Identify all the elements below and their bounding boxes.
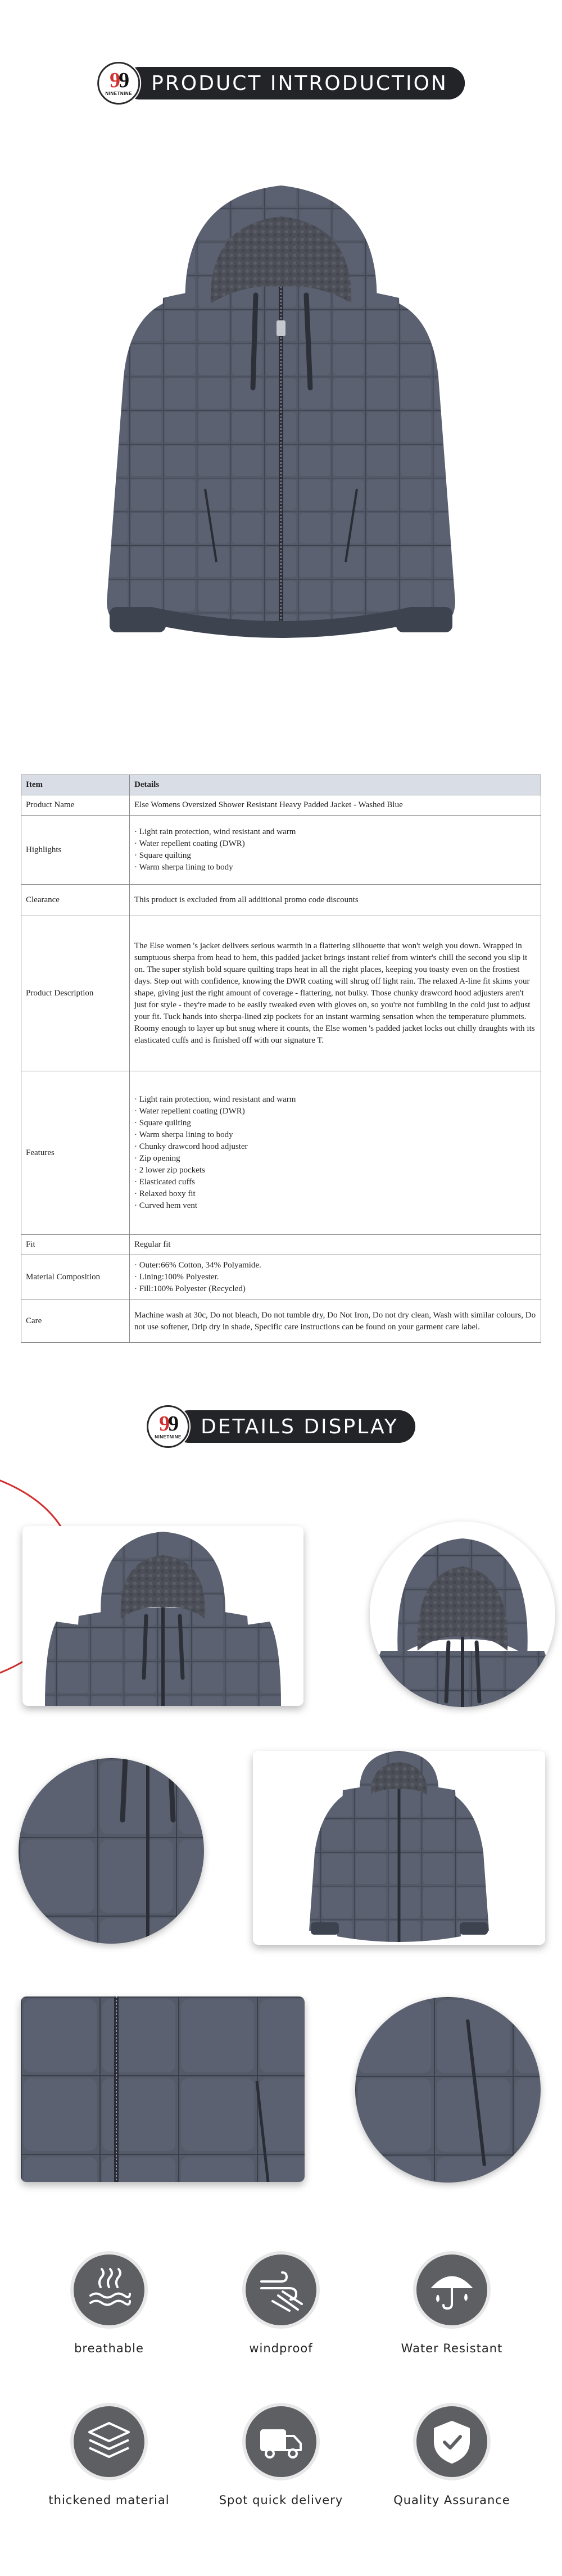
details-heading-pill bbox=[173, 1410, 415, 1443]
row-label: Product Description bbox=[21, 916, 130, 1071]
product-name-value: Else Womens Oversized Shower Resistant Heavy Padded Jacket - Washed Blue bbox=[130, 795, 541, 816]
header-details: Details bbox=[130, 775, 541, 795]
intro-heading: PRODUCT INTRODUCTION bbox=[151, 71, 448, 95]
table-row bbox=[21, 885, 541, 916]
table-row bbox=[21, 1235, 541, 1255]
feature-spot-quick-delivery bbox=[216, 2403, 346, 2507]
list-item: · Zip opening bbox=[134, 1153, 536, 1165]
logo-sub: NINETNINE bbox=[105, 90, 132, 96]
features-list bbox=[134, 1094, 536, 1212]
row-label: Product Name bbox=[21, 795, 130, 816]
row-label: Highlights bbox=[21, 816, 130, 885]
row-label: Care bbox=[21, 1300, 130, 1343]
brand-logo bbox=[147, 1405, 189, 1448]
table-row bbox=[21, 816, 541, 885]
detail-image-pocket-circle bbox=[355, 1997, 541, 2183]
table-row bbox=[21, 795, 541, 816]
list-item: · Chunky drawcord hood adjuster bbox=[134, 1141, 536, 1153]
list-item: · Light rain protection, wind resistant and warm bbox=[134, 826, 536, 838]
list-item: · Outer:66% Cotton, 34% Polyamide. bbox=[134, 1260, 536, 1271]
layers-icon bbox=[70, 2403, 148, 2480]
description-value: The Else women 's jacket delivers serious warmth in a flattering silhouette that won't weigh you down. Wrapped in sumptuous sherpa from head to hem, this padded jacket brings instant relief from winter's chill the second you slip it on. The super stylish bold square quilting traps heat in all the right places, keeping you toasty even on the frostiest days. Step out with confidence, knowing the DWR coating will shrug off light rain. The relaxed A-line fit skims your shape, giving just the right amount of coverage - flattering, not bulky. Those chunky drawcord hood adjusters aren't just for style - they're made to be easily tweaked even with gloves on, so you're not fumbling in the cold just to adjust your fit. Tuck hands into sherpa-lined zip pockets for an instant warming sensation when the temperature plummets. Roomy enough to layer up but snug where it counts, the Else women 's padded jacket locks out chilly draughts with its elasticated cuffs and is finished off with our signature T. bbox=[130, 916, 541, 1071]
list-item: · 2 lower zip pockets bbox=[134, 1165, 536, 1176]
intro-heading-pill bbox=[123, 67, 465, 99]
list-item: · Light rain protection, wind resistant and warm bbox=[134, 1094, 536, 1106]
windproof-icon bbox=[242, 2251, 320, 2329]
brand-logo bbox=[97, 62, 140, 105]
feature-label: thickened material bbox=[48, 2493, 170, 2507]
table-row bbox=[21, 1300, 541, 1343]
fit-value: Regular fit bbox=[130, 1235, 541, 1255]
list-item: · Warm sherpa lining to body bbox=[134, 1129, 536, 1141]
list-item: · Lining:100% Polyester. bbox=[134, 1271, 536, 1283]
list-item: · Relaxed boxy fit bbox=[134, 1188, 536, 1200]
list-item: · Water repellent coating (DWR) bbox=[134, 838, 536, 850]
list-item: · Water repellent coating (DWR) bbox=[134, 1106, 536, 1117]
jacket-main-image bbox=[96, 174, 466, 680]
header-item: Item bbox=[21, 775, 130, 795]
feature-windproof bbox=[216, 2251, 346, 2356]
logo-number: 99 bbox=[110, 68, 128, 92]
clearance-value: This product is excluded from all additional promo code discounts bbox=[130, 885, 541, 916]
feature-breathable bbox=[44, 2251, 174, 2356]
feature-label: Spot quick delivery bbox=[219, 2493, 343, 2507]
list-item: · Square quilting bbox=[134, 850, 536, 862]
list-item: · Curved hem vent bbox=[134, 1200, 536, 1212]
details-heading: DETAILS DISPLAY bbox=[201, 1415, 398, 1438]
logo-number: 99 bbox=[159, 1411, 178, 1436]
detail-image-hood-circle bbox=[370, 1522, 555, 1707]
list-item: · Square quilting bbox=[134, 1117, 536, 1129]
table-header-row bbox=[21, 775, 541, 795]
feature-label: Quality Assurance bbox=[393, 2493, 510, 2507]
detail-image-hood-card bbox=[22, 1526, 303, 1706]
water-resistant-icon bbox=[413, 2251, 491, 2329]
breathable-icon bbox=[70, 2251, 148, 2329]
row-label: Material Composition bbox=[21, 1255, 130, 1300]
care-value: Machine wash at 30c, Do not bleach, Do not tumble dry, Do Not Iron, Do not dry clean, Wash with similar colours, Do not use softener, Drip dry in shade, Specific care instructions can be found on your garment care label. bbox=[130, 1300, 541, 1343]
row-label: Fit bbox=[21, 1235, 130, 1255]
feature-label: windproof bbox=[249, 2342, 313, 2355]
detail-image-zipper-card bbox=[21, 1996, 305, 2182]
list-item: · Warm sherpa lining to body bbox=[134, 862, 536, 873]
list-item: · Fill:100% Polyester (Recycled) bbox=[134, 1283, 536, 1295]
detail-image-full-jacket-card bbox=[253, 1751, 545, 1945]
logo-sub: NINETNINE bbox=[155, 1434, 182, 1439]
table-row bbox=[21, 1071, 541, 1235]
table-row bbox=[21, 916, 541, 1071]
details-banner bbox=[147, 1405, 415, 1448]
feature-thickened-material bbox=[44, 2403, 174, 2507]
highlights-list bbox=[134, 826, 536, 873]
intro-banner bbox=[97, 62, 465, 105]
detail-image-quilting-circle bbox=[19, 1758, 204, 1944]
material-list bbox=[134, 1260, 536, 1295]
row-label: Clearance bbox=[21, 885, 130, 916]
truck-icon bbox=[242, 2403, 320, 2480]
feature-label: Water Resistant bbox=[401, 2342, 503, 2355]
list-item: · Elasticated cuffs bbox=[134, 1176, 536, 1188]
shield-check-icon bbox=[413, 2403, 491, 2480]
spec-table bbox=[21, 775, 541, 1343]
feature-quality-assurance bbox=[387, 2403, 516, 2507]
row-label: Features bbox=[21, 1071, 130, 1235]
feature-water-resistant bbox=[387, 2251, 516, 2356]
table-row bbox=[21, 1255, 541, 1300]
feature-label: breathable bbox=[74, 2342, 144, 2355]
